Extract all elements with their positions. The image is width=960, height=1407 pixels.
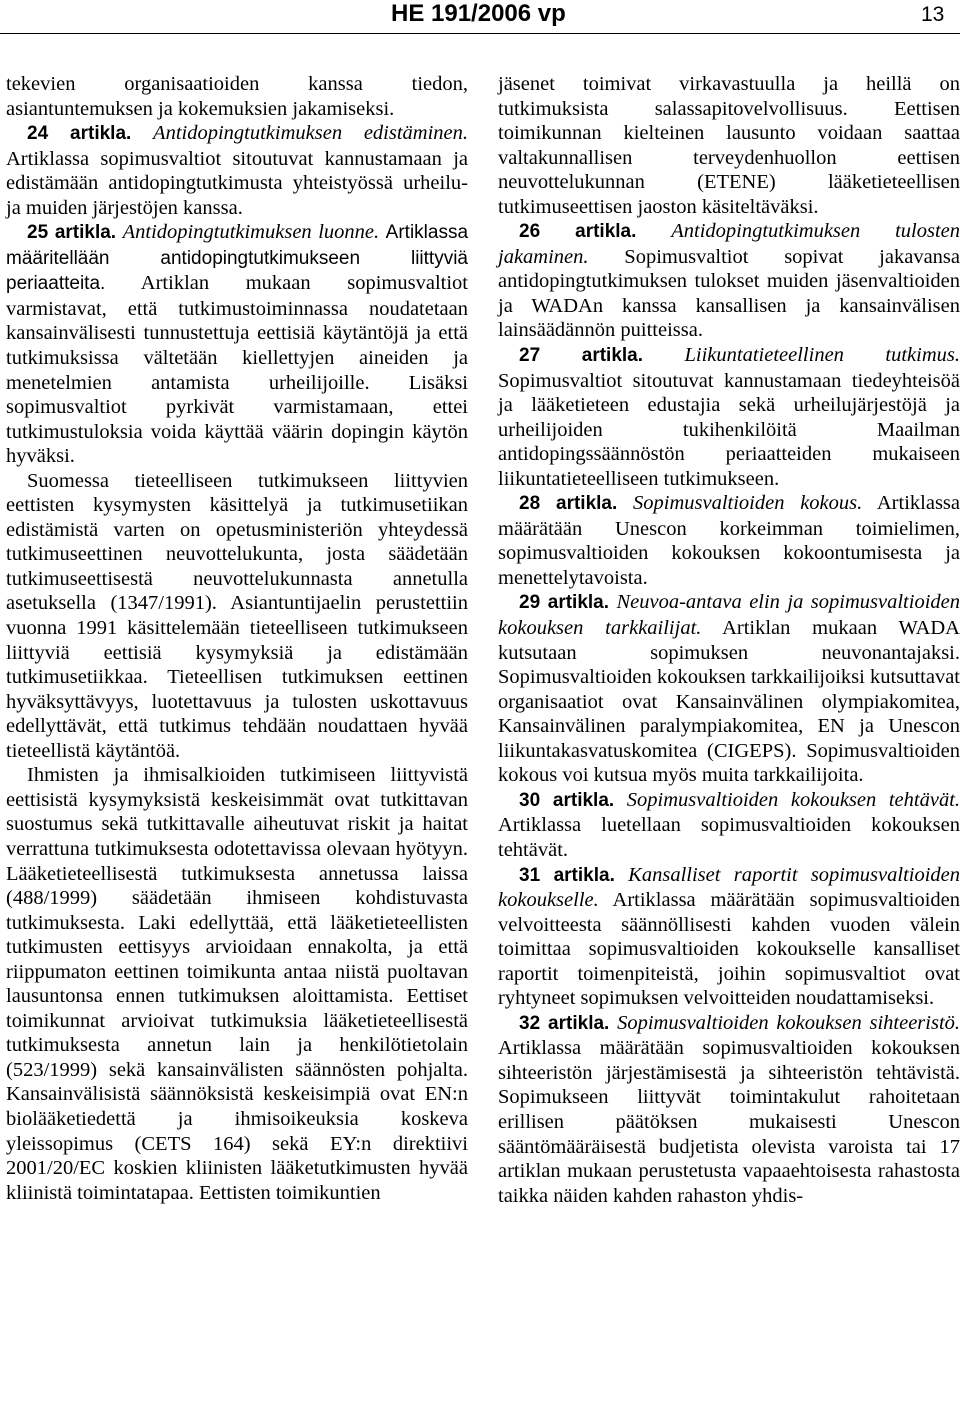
- article-28: [498, 491, 960, 590]
- paragraph-continuation: tekevien organisaatioiden kanssa tiedon, asiantuntemuksen ja kokemuksien jakamiseksi.: [6, 73, 468, 120]
- article-24: [6, 121, 468, 220]
- article-number: 26 artikla.: [519, 221, 637, 243]
- article-title: Kansalliset raportit sopimusvaltioiden kokoukselle.: [498, 863, 960, 912]
- paragraph-continuation: jäsenet toimivat virkavastuulla ja heillä on tutkimuksista salassapitovelvollisuus. Eettisen toimikunnan kielteinen lausunto voidaan saattaa valtakunnallisen terveydenhuollon eettisen neuvottelukunnan (ETENE) lääketieteellisen tutkimuseettisen jaoston käsiteltäväksi.: [498, 73, 960, 218]
- article-number: 29 artikla.: [519, 592, 610, 614]
- article-title: Sopimusvaltioiden kokous.: [633, 492, 863, 515]
- article-32: [498, 1011, 960, 1208]
- article-text: Artiklan mukaan sopimusvaltiot varmistavat, että tutkimustoiminnassa noudatetaan kansainvälisesti tunnustettuja eettisiä käytäntöjä ja että tutkimuksissa vältetään kiellettyjen aineiden ja menetelmien antamista urheilijoille. Lisäksi sopimusvaltiot pyrkivät varmistamaan, ettei tutkimustuloksia voida käyttää väärin dopingin käytön hyväksi.: [6, 272, 468, 468]
- page-number: 13: [921, 3, 945, 26]
- article-title: Neuvoa-antava elin ja sopimusvaltioiden kokouksen tarkkailijat.: [498, 591, 960, 640]
- left-column: [6, 72, 468, 1205]
- article-number: 31 artikla.: [519, 864, 615, 886]
- article-title: Sopimusvaltioiden kokouksen sihteeristö.: [617, 1011, 960, 1034]
- article-26: [498, 219, 960, 343]
- article-text: Artiklassa sopimusvaltiot sitoutuvat kannustamaan ja edistämään antidopingtutkimusta yhteistyössä urheilu- ja muiden järjestöjen kanssa.: [6, 147, 468, 219]
- article-25: [6, 220, 468, 468]
- article-title: Antidopingtutkimuksen luonne.: [122, 221, 380, 244]
- article-text: Artiklassa määrätään Unescon korkeimman toimielimen, sopimusvaltioiden kokouksen kokoontumisesta ja menettelytavoista.: [498, 492, 960, 589]
- article-title: Sopimusvaltioiden kokouksen tehtävät.: [626, 788, 960, 811]
- article-31: [498, 863, 960, 1011]
- article-title: Liikuntatieteellinen tutkimus.: [684, 344, 960, 367]
- page-header: [0, 0, 960, 40]
- right-column: [498, 72, 960, 1208]
- paragraph: Suomessa tieteelliseen tutkimukseen liittyvien eettisten kysymysten käsittelyä ja tutkimusetiikan edistämistä varten on opetusministeriön yhteydessä tutkimuseettinen neuvottelukunta, josta säädetään tutkimuseettisestä neuvottelukunnasta annetulla asetuksella (1347/1991). Asiantuntijaelin perustettiin vuonna 1991 käsittelemään tieteelliseen tutkimukseen liittyviä eettisiä kysymyksiä ja edistämään tutkimusetiikkaa. Tieteellisen tutkimuksen eettinen hyväksyttävyys, luotettavuus ja tulosten uskottavuus edellyttävät, että tutkimus tehdään noudattaen hyvää tieteellistä käytäntöä.: [6, 469, 468, 762]
- article-text: Artiklassa luetellaan sopimusvaltioiden kokouksen tehtävät.: [498, 814, 960, 861]
- article-number: 28 artikla.: [519, 493, 618, 515]
- article-number: 24 artikla.: [27, 123, 132, 145]
- article-title: Antidopingtutkimuksen tulosten jakaminen.: [498, 220, 960, 268]
- article-number: 32 artikla.: [519, 1012, 610, 1034]
- article-text: Artiklassa määrätään sopimusvaltioiden velvoitteesta säännöllisesti kahden vuoden välein toimittaa sopimusvaltioiden kokoukselle kansalliset raportit toimenpiteistä, joihin sopimusvaltiot ovat ryhtyneet sopimuksen velvoitteiden noudattamiseksi.: [498, 889, 960, 1010]
- article-text: Artiklassa määrätään sopimusvaltioiden kokouksen sihteeristön järjestämisestä ja sihteeristön tehtävistä. Sopimukseen liittyvät toimintakulut rahoitetaan erillisen päätöksen mukaisesti Unescon sääntömääräisestä budjetista olevista varoista tai 17 artiklan mukaan perustetusta vapaaehtoisesta rahastosta taikka näiden kahden rahaston yhdis-: [498, 1037, 960, 1207]
- article-text: Sopimusvaltiot sitoutuvat kannustamaan tiedeyhteisöä ja lääketieteen edustajia sekä urheilujärjestöjä ja urheilijoiden tukihenkilöitä Maailman antidopingssäännöstön periaatteiden mukaiseen liikuntatieteelliseen tutkimukseen.: [498, 369, 960, 490]
- article-text: Artiklan mukaan WADA kutsutaan sopimuksen neuvonantajaksi. Sopimusvaltioiden kokouksen tarkkailijoiksi kutsuttavat organisaatiot ovat Kansainvälinen olympiakomitea, Kansainvälinen paralympiakomitea, EN ja Unescon liikuntakasvatuskomitea (CIGEPS). Sopimusvaltioiden kokous voi kutsua myös muita tarkkailijoita.: [498, 617, 960, 787]
- article-number: 27 artikla.: [519, 345, 644, 367]
- article-title: Antidopingtutkimuksen edistäminen.: [153, 122, 469, 145]
- article-30: [498, 788, 960, 863]
- article-27: [498, 343, 960, 491]
- paragraph: Ihmisten ja ihmisalkioiden tutkimiseen liittyvistä eettisistä kysymyksistä keskeisimmät ovat tutkittavan suostumus sekä tutkittavalle aiheutuvat riskit ja haitat verrattuna tutkimuksesta odotettavissa olevaan hyötyyn. Lääketieteellisestä tutkimuksesta annetussa laissa (488/1999) säädetään ihmiseen kohdistuvasta tutkimuksesta. Laki edellyttää, että lääketieteellisten tutkimusten eettisyys arvioidaan ennakolta, ja että riippumaton eettinen toimikunta antaa niistä puoltavan lausuntonsa ennen tutkimuksen aloittamista. Eettiset toimikunnat arvioivat tutkimuksia lääketieteellisestä tutkimuksesta annetun lain ja henkilötietolain (523/1999) sekä kansainvälisten säännösten pohjalta. Kansainvälisistä säännöksistä keskeisimpiä ovat EN:n biolääketiedettä ja ihmisoikeuksia koskeva yleissopimus (CETS 164) sekä EY:n direktiivi 2001/20/EC koskien kliinisten lääketutkimusten hyvää kliinistä toimintatapaa. Eettisten toimikuntien: [6, 764, 468, 1204]
- article-text: Artiklassa määritellään antidopingtutkimukseen liittyviä periaatteita.: [6, 222, 469, 295]
- article-number: 30 artikla.: [519, 789, 615, 811]
- article-number: 25 artikla.: [27, 222, 117, 244]
- document-identifier: HE 191/2006 vp: [391, 0, 566, 27]
- header-divider: [0, 33, 960, 34]
- article-29: [498, 590, 960, 787]
- article-text: Sopimusvaltiot sopivat jakavansa antidopingtutkimuksen tulokset muiden jäsenvaltioiden ja WADAn kanssa kansallisen ja kansainvälisen lainsäädännön puitteissa.: [498, 245, 960, 342]
